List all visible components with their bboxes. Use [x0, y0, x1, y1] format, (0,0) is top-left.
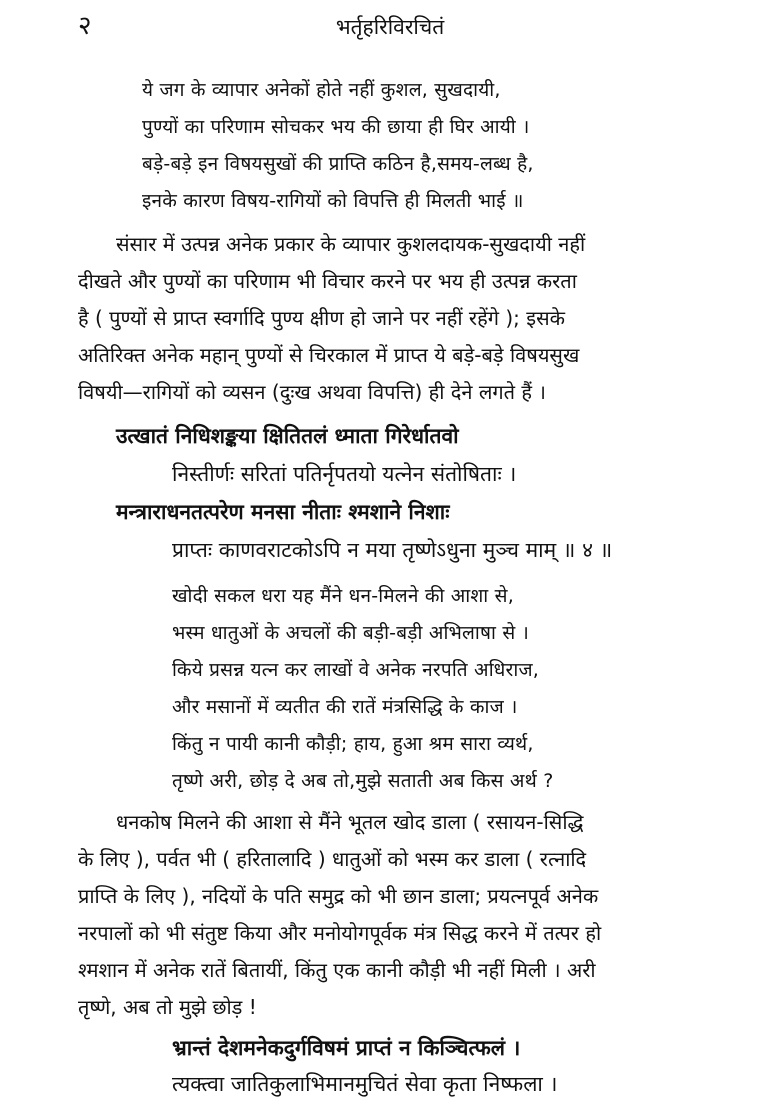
- poem-line: भस्म धातुओं के अचलों की बड़ी-बड़ी अभिलाषा से ।: [172, 622, 530, 644]
- sanskrit-line: मन्त्राराधनतत्परेण मनसा नीताः श्मशाने निशाः: [116, 500, 450, 524]
- sanskrit-line: भ्रान्तं देशमनेकदुर्गविषमं प्राप्तं न किञ्चित्फलं ।: [172, 1036, 521, 1060]
- poem-line: पुण्यों का परिणाम सोचकर भय की छाया ही घिर आयी ।: [142, 116, 530, 138]
- sanskrit-line: त्यक्त्वा जातिकुलाभिमानमुचितं सेवा कृता निष्फला ।: [172, 1072, 558, 1096]
- prose-line: दीखते और पुण्यों का परिणाम भी विचार करने पर भय ही उत्पन्न करता: [78, 269, 577, 293]
- prose-line: के लिए ), पर्वत भी ( हरितालादि ) धातुओं को भस्म कर डाला ( रत्नादि: [78, 847, 587, 871]
- prose-line: विषयी—रागियों को व्यसन (दुःख अथवा विपत्ति) ही देने लगते हैं ।: [78, 380, 546, 404]
- prose-line: है ( पुण्यों से प्राप्त स्वर्गादि पुण्य क्षीण हो जाने पर नहीं रहेंगे ); इसके: [78, 306, 565, 330]
- sanskrit-line: प्राप्तः काणवराटकोऽपि न मया तृष्णेऽधुना मुञ्च माम् ॥ ४ ॥: [172, 538, 613, 562]
- prose-line: प्राप्ति के लिए ), नदियों के पति समुद्र को भी छान डाला; प्रयत्नपूर्व अनेक: [78, 884, 599, 908]
- sanskrit-line: निस्तीर्णः सरितां पतिर्नृपतयो यत्नेन संतोषिताः ।: [172, 462, 517, 486]
- prose-line: संसार में उत्पन्न अनेक प्रकार के व्यापार कुशलदायक-सुखदायी नहीं: [116, 232, 586, 256]
- prose-line: अतिरिक्त अनेक महान् पुण्यों से चिरकाल में प्राप्त ये बड़े-बड़े विषयसुख: [78, 343, 580, 367]
- running-title: भर्तृहरिविरचितं: [335, 15, 445, 39]
- prose-line: तृष्णे, अब तो मुझे छोड़ !: [78, 995, 257, 1019]
- prose-line: धनकोष मिलने की आशा से मैंने भूतल खोद डाला ( रसायन-सिद्धि: [116, 810, 584, 834]
- prose-line: नरपालों को भी संतुष्ट किया और मनोयोगपूर्वक मंत्र सिद्ध करने में तत्पर हो: [78, 921, 602, 945]
- prose-line: श्मशान में अनेक रातें बितायीं, किंतु एक कानी कौड़ी भी नहीं मिली । अरी: [78, 958, 596, 982]
- poem-line: किंतु न पायी कानी कौड़ी; हाय, हुआ श्रम सारा व्यर्थ,: [172, 733, 534, 755]
- poem-line: किये प्रसन्न यत्न कर लाखों वे अनेक नरपति अधिराज,: [172, 659, 539, 681]
- sanskrit-line: उत्खातं निधिशङ्कया क्षितितलं ध्माता गिरेर्धातवो: [116, 424, 459, 448]
- poem-line: तृष्णे अरी, छोड़ दे अब तो,मुझे सताती अब किस अर्थ ?: [172, 770, 554, 792]
- poem-line: खोदी सकल धरा यह मैंने धन-मिलने की आशा से,: [172, 585, 514, 607]
- poem-line: और मसानों में व्यतीत की रातें मंत्रसिद्धि के काज ।: [172, 696, 518, 718]
- page-header: [0, 6, 780, 46]
- page-number: २: [78, 11, 92, 41]
- poem-line: ये जग के व्यापार अनेकों होते नहीं कुशल, सुखदायी,: [142, 79, 501, 101]
- poem-line: इनके कारण विषय-रागियों को विपत्ति ही मिलती भाई ॥: [142, 190, 524, 212]
- poem-line: बड़े-बड़े इन विषयसुखों की प्राप्ति कठिन है,समय-लब्ध है,: [142, 153, 534, 175]
